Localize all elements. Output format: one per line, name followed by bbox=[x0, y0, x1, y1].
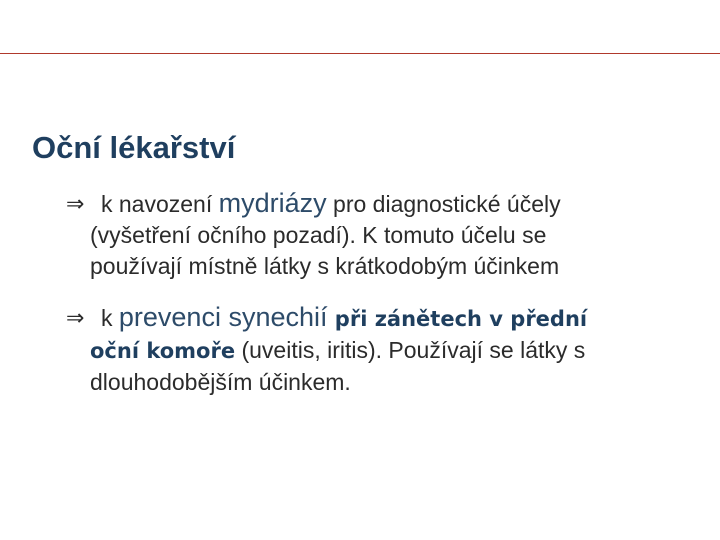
emphasis-term: mydriázy bbox=[218, 188, 327, 218]
bullet-synechiae bbox=[66, 302, 690, 398]
bullet-text: (uveitis, iritis). Používají se látky s bbox=[235, 337, 586, 363]
bullet-line: používají místně látky s krátkodobým účinkem bbox=[90, 253, 560, 279]
bullet-text: pro diagnostické účely bbox=[326, 191, 561, 217]
bullet-line bbox=[70, 335, 690, 367]
bullet-line bbox=[70, 188, 690, 220]
bullet-text: k navození bbox=[101, 191, 219, 217]
bullet-line: (vyšetření očního pozadí). K tomuto účelu se bbox=[90, 222, 547, 248]
bullet-line bbox=[70, 302, 690, 335]
bold-text: oční komoře bbox=[90, 339, 236, 363]
slide-title: Oční lékařství bbox=[32, 130, 236, 165]
bullet-text: k bbox=[101, 305, 119, 331]
bullet-line: dlouhodobějším účinkem. bbox=[90, 369, 351, 395]
top-divider bbox=[0, 53, 720, 54]
bold-text: při zánětech v přední bbox=[327, 307, 588, 331]
implies-arrow-icon: ⇒ bbox=[66, 191, 85, 216]
bullet-mydriasis bbox=[66, 188, 690, 282]
emphasis-term: prevenci synechií bbox=[118, 302, 328, 332]
implies-arrow-icon: ⇒ bbox=[66, 305, 85, 330]
